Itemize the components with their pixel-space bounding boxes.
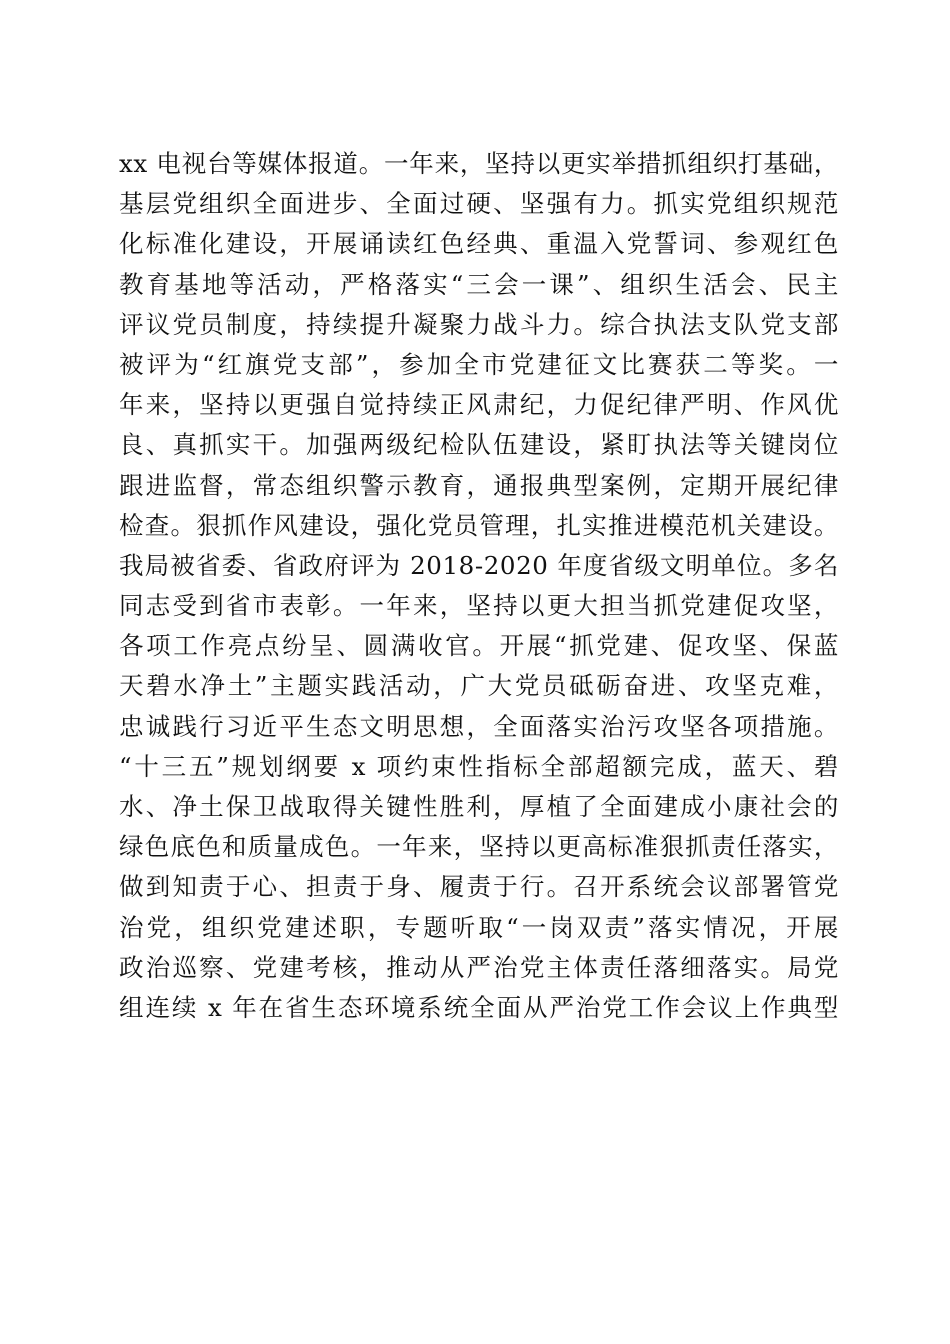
text-line: 天碧水净土”主题实践活动，广大党员砥砺奋进、攻坚克难，: [119, 671, 839, 701]
text-line: 治党，组织党建述职，专题听取“一岗双责”落实情况，开展: [119, 912, 839, 942]
text-line: 评议党员制度，持续提升凝聚力战斗力。综合执法支队党支部: [119, 309, 839, 339]
text-line: 跟进监督，常态组织警示教育，通报典型案例，定期开展纪律: [119, 470, 839, 500]
text-line: 被评为“红旗党支部”，参加全市党建征文比赛获二等奖。一: [119, 349, 839, 379]
text-line: 良、真抓实干。加强两级纪检队伍建设，紧盯执法等关键岗位: [119, 430, 839, 460]
text-line: 忠诚践行习近平生态文明思想，全面落实治污攻坚各项措施。: [119, 711, 839, 741]
text-line: 我局被省委、省政府评为 2018-2020 年度省级文明单位。多名: [119, 550, 839, 580]
text-line: 做到知责于心、担责于身、履责于行。召开系统会议部署管党: [119, 872, 839, 902]
body-paragraph: [119, 144, 839, 1028]
text-line: 基层党组织全面进步、全面过硬、坚强有力。抓实党组织规范: [119, 189, 839, 219]
text-line: 政治巡察、党建考核，推动从严治党主体责任落细落实。局党: [119, 952, 839, 982]
text-line: 年来，坚持以更强自觉持续正风肃纪，力促纪律严明、作风优: [119, 390, 839, 420]
text-line: 绿色底色和质量成色。一年来，坚持以更高标准狠抓责任落实，: [119, 832, 839, 862]
text-line: 教育基地等活动，严格落实“三会一课”、组织生活会、民主: [119, 269, 839, 299]
text-line: 组连续 x 年在省生态环境系统全面从严治党工作会议上作典型: [119, 992, 839, 1022]
text-line: “十三五”规划纲要 x 项约束性指标全部超额完成，蓝天、碧: [119, 751, 839, 781]
text-line: 水、净土保卫战取得关键性胜利，厚植了全面建成小康社会的: [119, 792, 839, 821]
text-line: xx 电视台等媒体报道。一年来，坚持以更实举措抓组织打基础，: [119, 149, 839, 178]
text-line: 检查。狠抓作风建设，强化党员管理，扎实推进模范机关建设。: [119, 510, 839, 540]
text-line: 同志受到省市表彰。一年来，坚持以更大担当抓党建促攻坚，: [119, 591, 839, 621]
text-line: 化标准化建设，开展诵读红色经典、重温入党誓词、参观红色: [119, 229, 839, 259]
text-line: 各项工作亮点纷呈、圆满收官。开展“抓党建、促攻坚、保蓝: [119, 631, 839, 661]
